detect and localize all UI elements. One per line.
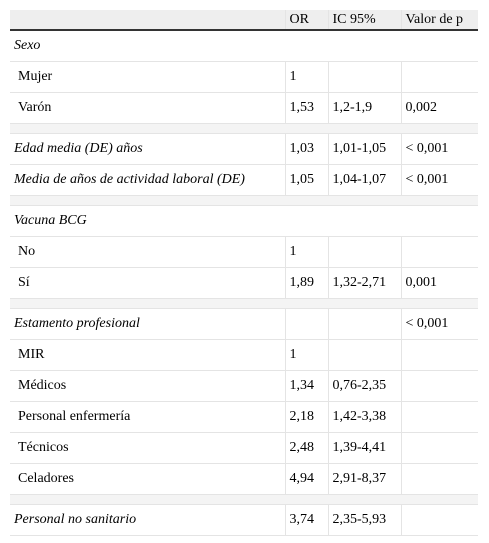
p-cell — [401, 464, 478, 495]
ic-cell — [328, 237, 401, 268]
section-row-estamento — [10, 309, 478, 340]
row-label: MIR — [10, 340, 285, 371]
or-cell: 2,18 — [285, 402, 328, 433]
ic-cell — [328, 309, 401, 340]
or-cell: 1,05 — [285, 165, 328, 196]
spacer-row — [10, 196, 478, 206]
or-cell: 1,53 — [285, 93, 328, 124]
header-variable — [10, 10, 285, 30]
ic-cell — [328, 340, 401, 371]
row-label: Personal no sanitario — [10, 505, 285, 536]
ic-cell: 2,91-8,37 — [328, 464, 401, 495]
row-label: Mujer — [10, 62, 285, 93]
or-cell: 2,48 — [285, 433, 328, 464]
row-label: Sí — [10, 268, 285, 299]
p-cell: 0,001 — [401, 268, 478, 299]
row-label: Celadores — [10, 464, 285, 495]
header-ic95: IC 95% — [328, 10, 401, 30]
section-label: Sexo — [10, 30, 478, 62]
table-row — [10, 433, 478, 464]
or-cell: 1,34 — [285, 371, 328, 402]
or-cell: 4,94 — [285, 464, 328, 495]
header-or: OR — [285, 10, 328, 30]
p-cell — [401, 340, 478, 371]
table-row — [10, 505, 478, 536]
table-row — [10, 93, 478, 124]
table-header-row — [10, 10, 478, 30]
or-cell — [285, 309, 328, 340]
section-label: Vacuna BCG — [10, 206, 478, 237]
table-row — [10, 371, 478, 402]
row-label: Técnicos — [10, 433, 285, 464]
section-label: Estamento profesional — [10, 309, 285, 340]
ic-cell: 1,42-3,38 — [328, 402, 401, 433]
row-label: Médicos — [10, 371, 285, 402]
spacer-row — [10, 299, 478, 309]
p-cell: 0,002 — [401, 93, 478, 124]
section-row-sexo — [10, 30, 478, 62]
table-row — [10, 340, 478, 371]
table-row — [10, 165, 478, 196]
ic-cell: 2,35-5,93 — [328, 505, 401, 536]
row-label: Personal enfermería — [10, 402, 285, 433]
table-container — [10, 10, 478, 543]
spacer-row — [10, 495, 478, 505]
header-p-value: Valor de p — [401, 10, 478, 30]
table-row — [10, 237, 478, 268]
or-cell: 1 — [285, 340, 328, 371]
ic-cell — [328, 62, 401, 93]
row-label: No — [10, 237, 285, 268]
ic-cell: 1,01-1,05 — [328, 134, 401, 165]
ic-cell: 0,76-2,35 — [328, 371, 401, 402]
p-cell: < 0,001 — [401, 165, 478, 196]
results-table — [10, 10, 478, 536]
table-row — [10, 402, 478, 433]
p-cell — [401, 433, 478, 464]
section-row-bcg — [10, 206, 478, 237]
table-row — [10, 268, 478, 299]
or-cell: 1,03 — [285, 134, 328, 165]
or-cell: 1 — [285, 237, 328, 268]
table-row — [10, 134, 478, 165]
or-cell: 3,74 — [285, 505, 328, 536]
p-cell — [401, 371, 478, 402]
or-cell: 1 — [285, 62, 328, 93]
row-label: Edad media (DE) años — [10, 134, 285, 165]
ic-cell: 1,04-1,07 — [328, 165, 401, 196]
ic-cell: 1,32-2,71 — [328, 268, 401, 299]
ic-cell: 1,39-4,41 — [328, 433, 401, 464]
p-cell — [401, 402, 478, 433]
p-cell — [401, 505, 478, 536]
or-cell: 1,89 — [285, 268, 328, 299]
table-row — [10, 62, 478, 93]
p-cell — [401, 237, 478, 268]
row-label: Media de años de actividad laboral (DE) — [10, 165, 285, 196]
p-cell: < 0,001 — [401, 309, 478, 340]
table-row — [10, 464, 478, 495]
p-cell: < 0,001 — [401, 134, 478, 165]
spacer-row — [10, 124, 478, 134]
p-cell — [401, 62, 478, 93]
ic-cell: 1,2-1,9 — [328, 93, 401, 124]
row-label: Varón — [10, 93, 285, 124]
